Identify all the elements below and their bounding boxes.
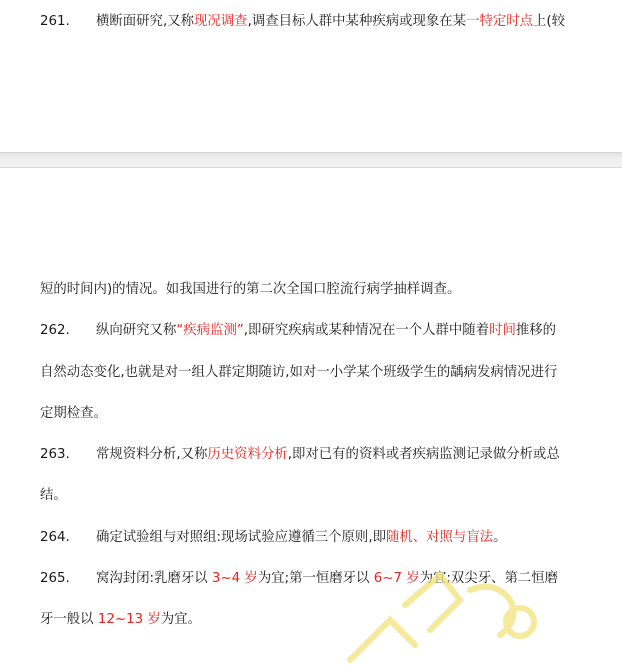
body-text: 窝沟封闭:乳磨牙以 — [96, 571, 212, 586]
highlight-text: 随机、对照与盲法 — [385, 530, 494, 545]
body-text: 纵向研究又称 — [96, 323, 177, 338]
item-265-line-2 — [40, 610, 201, 630]
body-text: ,即对已有的资料或者疾病监测记录做分析或总 — [287, 447, 560, 462]
highlight-text: 时间 — [489, 323, 516, 338]
highlight-text: 一特定时点 — [466, 14, 534, 29]
item-262-line-2 — [40, 363, 557, 383]
body-text: 自然动态变化,也就是对一组人群定期随访,如对一小学某个班级学生的龋病发病情况进行 — [40, 365, 558, 380]
highlight-text: 3~4 岁 — [211, 571, 258, 586]
body-text: 为宜。 — [160, 612, 201, 627]
body-text: ,调查目标人群中某种疾病或现象在某 — [247, 14, 467, 29]
body-text: 结。 — [40, 488, 67, 503]
highlight-text: 6~7 岁 — [373, 571, 420, 586]
item-264-line-1 — [40, 528, 507, 548]
body-text: 牙一般以 — [40, 612, 98, 627]
item-number: 263. — [40, 447, 70, 462]
highlight-text: 历史资料分析 — [207, 447, 288, 462]
body-text: 为宜;第一恒磨牙以 — [257, 571, 374, 586]
body-text: 确定试验组与对照组:现场试验应遵循三个原则,即 — [96, 530, 386, 545]
body-text: 上(较 — [533, 14, 566, 29]
body-text: 短的时间内)的情况。如我国进行的第二次全国口腔流行病学抽样调查。 — [40, 282, 461, 297]
item-263-line-1 — [40, 445, 560, 465]
item-262-line-1 — [40, 321, 556, 341]
item-261-line-2 — [40, 280, 460, 300]
item-261-line-1 — [40, 12, 565, 32]
body-text: ,即研究疾病或某种情况在一个人群中随着 — [243, 323, 490, 338]
item-265-line-1 — [40, 569, 558, 589]
page-break — [0, 152, 622, 168]
highlight-text: 现况调查 — [194, 14, 248, 29]
highlight-text: “疾病监测” — [176, 323, 244, 338]
body-text: 为宜;双尖牙、第二恒磨 — [419, 571, 559, 586]
item-number: 262. — [40, 323, 70, 338]
body-text: 推移的 — [515, 323, 557, 338]
item-number: 265. — [40, 571, 70, 586]
body-text: 横断面研究,又称 — [96, 14, 194, 29]
body-text: 常规资料分析,又称 — [96, 447, 208, 462]
highlight-text: 12~13 岁 — [97, 612, 161, 627]
document-page-bottom — [0, 168, 622, 637]
item-262-line-3 — [40, 404, 107, 424]
item-number: 261. — [40, 14, 70, 29]
item-263-line-2 — [40, 486, 67, 506]
item-number: 264. — [40, 530, 70, 545]
body-text: 。 — [493, 530, 507, 545]
body-text: 定期检查。 — [40, 406, 107, 421]
document-page-top — [0, 0, 622, 152]
